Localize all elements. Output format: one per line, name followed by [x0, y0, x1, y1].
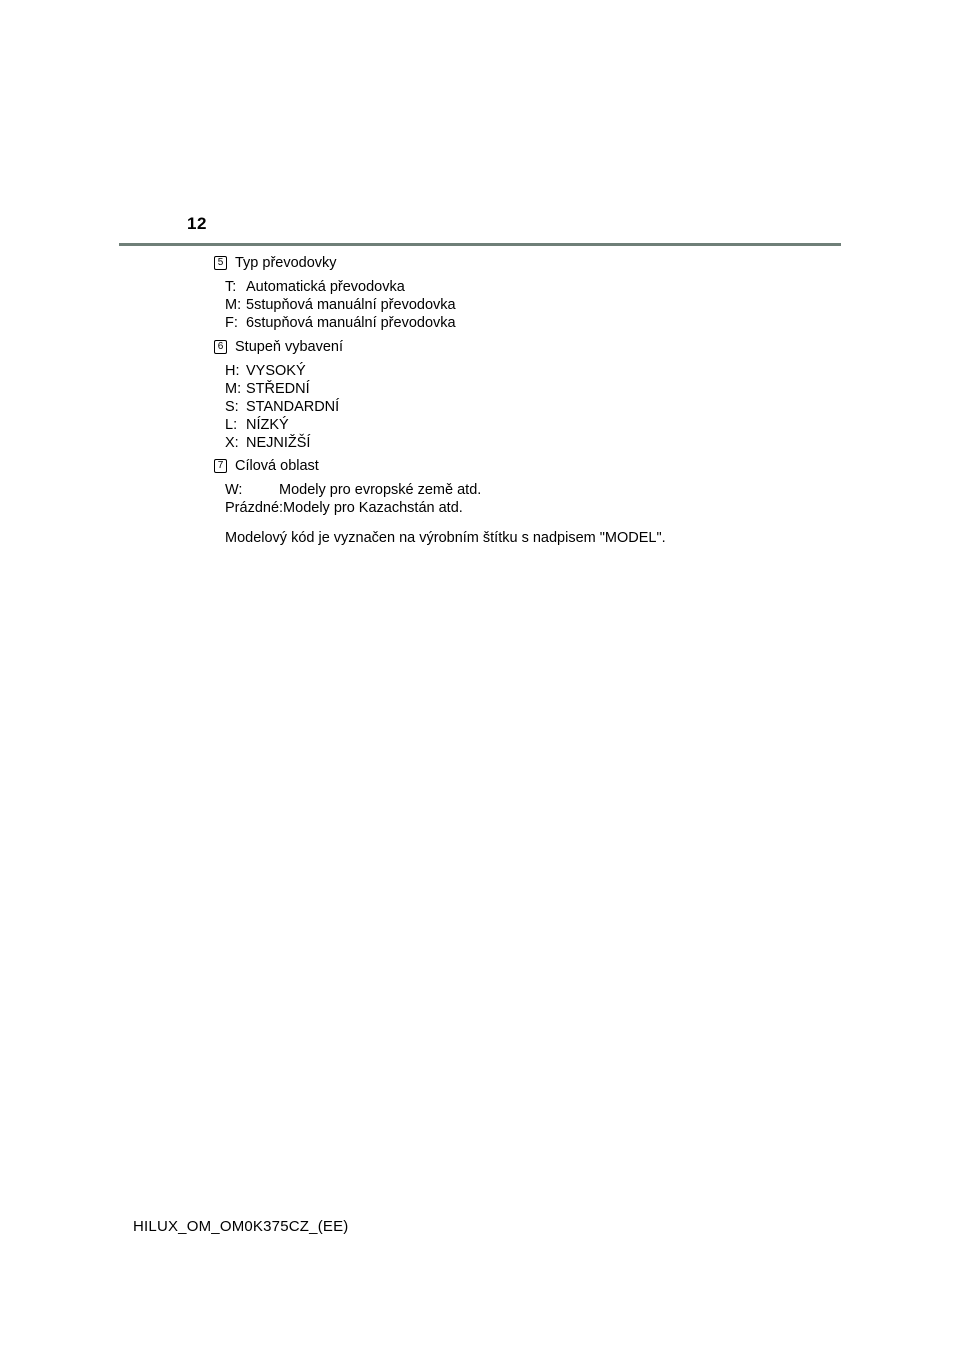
item-code: H: [225, 363, 240, 379]
list-item [225, 380, 339, 398]
item-code: M: [225, 381, 242, 397]
number-badge: 6 [214, 340, 227, 354]
item-code: M: [225, 297, 242, 313]
item-text: STANDARDNÍ [246, 399, 340, 415]
number-badge: 5 [214, 256, 227, 270]
grade-list [225, 362, 339, 452]
item-text: 5stupňová manuální převodovka [246, 297, 456, 313]
item-code: F: [225, 315, 238, 331]
section-title: Stupeň vybavení [235, 339, 344, 355]
item-text: Modely pro Kazachstán atd. [283, 500, 463, 516]
item-text: 6stupňová manuální převodovka [246, 315, 456, 331]
list-item [225, 278, 456, 296]
page-number: 12 [187, 214, 207, 233]
section-heading-grade [214, 338, 343, 356]
item-code: W: [225, 482, 243, 498]
item-text: NÍZKÝ [246, 417, 289, 433]
item-code: Prázdné: [225, 500, 284, 516]
list-item [225, 296, 456, 314]
section-title: Cílová oblast [235, 458, 319, 474]
list-item [225, 416, 339, 434]
item-text: STŘEDNÍ [246, 381, 310, 397]
header-rule [119, 243, 841, 246]
section-title: Typ převodovky [235, 255, 337, 271]
list-item [225, 362, 339, 380]
transmission-list [225, 278, 456, 332]
destination-list [225, 481, 481, 517]
list-item [225, 314, 456, 332]
item-text: Automatická převodovka [246, 279, 405, 295]
list-item [225, 434, 339, 452]
model-code-note: Modelový kód je vyznačen na výrobním štítku s nadpisem "MODEL". [225, 530, 666, 546]
number-badge: 7 [214, 459, 227, 473]
item-code: X: [225, 435, 239, 451]
section-heading-transmission [214, 254, 337, 272]
item-code: S: [225, 399, 239, 415]
item-text: VYSOKÝ [246, 363, 306, 379]
list-item [225, 499, 481, 517]
item-text: Modely pro evropské země atd. [279, 482, 482, 498]
item-code: L: [225, 417, 238, 433]
section-heading-destination [214, 457, 319, 475]
item-text: NEJNIŽŠÍ [246, 435, 311, 451]
list-item [225, 481, 481, 499]
item-code: T: [225, 279, 237, 295]
list-item [225, 398, 339, 416]
page-footer: HILUX_OM_OM0K375CZ_(EE) [133, 1218, 349, 1235]
